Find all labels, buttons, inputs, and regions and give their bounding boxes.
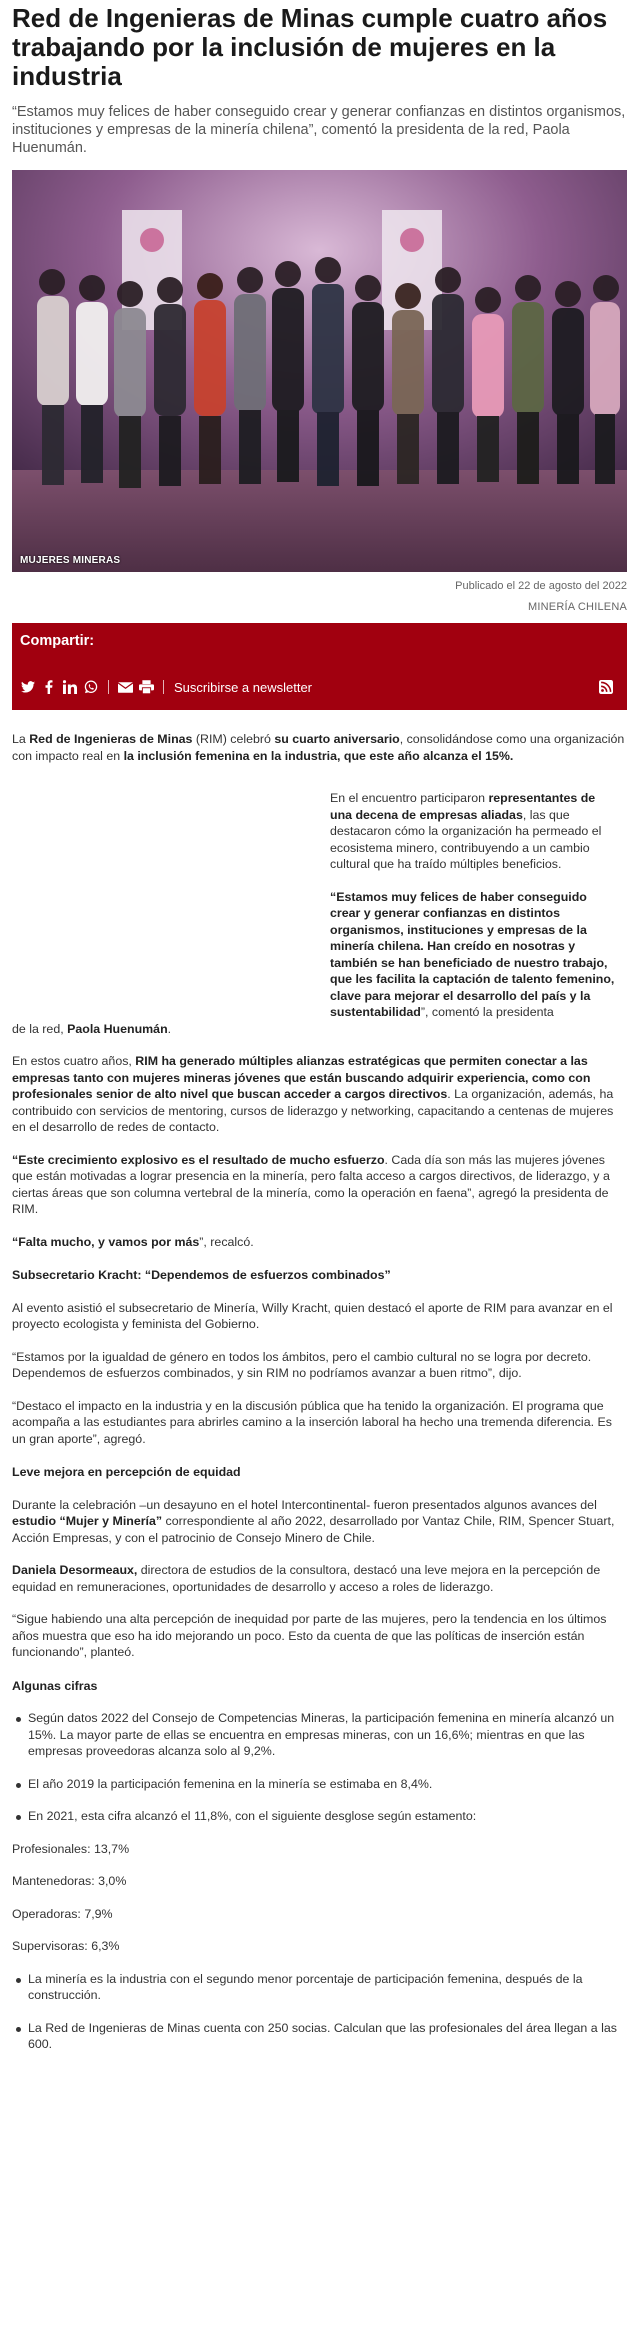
paragraph-quote-tail: de la red, Paola Huenumán. [12, 1021, 172, 1036]
estamento-item: Operadoras: 7,9% [12, 1906, 113, 1921]
publish-date: Publicado el 22 de agosto del 2022 [455, 580, 627, 592]
estamento-item: Supervisoras: 6,3% [12, 1939, 120, 1953]
share-divider [163, 680, 164, 694]
article-photo[interactable] [12, 170, 627, 572]
list-item: El año 2019 la participación femenina en la minería se estimaba en 8,4%. [12, 1776, 627, 1793]
article-body [12, 731, 627, 2053]
estamento-item: Mantenedoras: 3,0% [12, 1874, 127, 1888]
paragraph-desormeaux: Daniela Desormeaux, directora de estudios de la consultora, destacó una leve mejora en la percepción de equidad en remuneraciones, oportunidades de desarrollo y acceso a roles de liderazgo. [12, 1563, 601, 1594]
newsletter-link[interactable]: Suscribirse a newsletter [174, 679, 312, 695]
paragraph-percepcion: “Sigue habiendo una alta percepción de inequidad por parte de las mujeres, pero la tendencia en los últimos años muestra que eso ha ido mejorando un poco. Esto da cuenta de que las políticas de inserción están funcionando”, planteó. [12, 1612, 607, 1659]
paragraph-kracht: Al evento asistió el subsecretario de Minería, Willy Kracht, quien destacó el aporte de RIM para avanzar en el proyecto ecologista y feminista del Gobierno. [12, 1300, 613, 1331]
subheading-cifras: Algunas cifras [12, 1678, 98, 1693]
list-item: La Red de Ingenieras de Minas cuenta con 250 socias. Calculan que las profesionales del área llegan a las 600. [12, 2020, 627, 2053]
cifras-list [12, 1710, 627, 1825]
cifras-list-2 [12, 1971, 627, 2053]
paragraph-participants: En el encuentro participaron representantes de una decena de empresas aliadas, las que destacaron cómo la organización ha permeado el ecosistema minero, contribuyendo a un cambio cultural que ha traído múltiples beneficios. [330, 791, 602, 871]
paragraph-kracht-impact: “Destaco el impacto en la industria y en la discusión pública que ha tenido la organización. El programa que acompaña a las estudiantes para abrirles camino a la inserción laboral ha hecho una tremenda diferencia. Es un gran aporte”, agregó. [12, 1398, 612, 1446]
facebook-icon[interactable] [41, 679, 57, 695]
paragraph-quote-president: “Estamos muy felices de haber conseguido crear y generar confianzas en distintos organismos, instituciones y empresas de la minería chilena. Han creído en nosotras y también se han beneficiado de nuestro trabajo, que les facilita la captación de talento femenino, clave para mejorar el desarrollo del país y la sustentabilidad”, comentó la presidenta [330, 889, 615, 1019]
email-icon[interactable] [117, 679, 133, 695]
share-bar [12, 623, 627, 710]
whatsapp-icon[interactable] [83, 679, 99, 695]
article-lead: “Estamos muy felices de haber conseguido crear y generar confianzas en distintos organismos, instituciones y empresas de la minería chilena”, comentó la presidenta de la red, Paola Huenumán. [12, 104, 626, 156]
paragraph-estudio: Durante la celebración –un desayuno en el hotel Intercontinental- fueron presentados algunos avances del estudio “Mujer y Minería” correspondiente al año 2022, desarrollado por Vantaz Chile, RIM, Spencer Stuart, Acción Empresas, y con el patrocinio de Consejo Minero de Chile. [12, 1497, 615, 1545]
paragraph-kracht-quote: “Estamos por la igualdad de género en todos los ámbitos, pero el cambio cultural no se logra por decreto. Dependemos de esfuerzos combinados, y sin RIM no podríamos avanzar a buen ritmo”, dijo. [12, 1349, 592, 1380]
twitter-icon[interactable] [20, 679, 36, 695]
share-title: Compartir: [20, 633, 95, 649]
group-photo-illustration [12, 170, 627, 572]
estamento-breakdown [12, 1841, 627, 1955]
share-links [20, 679, 619, 695]
paragraph-alliances: En estos cuatro años, RIM ha generado múltiples alianzas estratégicas que permiten conectar a las empresas tanto con mujeres mineras jóvenes que están buscando adquirir experiencia, como con profesionales senior de alto nivel que buscan acceder a cargos directivos. La organización, además, ha contribuido con servicios de mentoring, cursos de liderazgo y networking, capacitando a centenas de mujeres en el desarrollo de redes de contacto. [12, 1054, 614, 1134]
list-item: La minería es la industria con el segundo menor porcentaje de participación femenina, después de la construcción. [12, 1971, 627, 2004]
list-item: En 2021, esta cifra alcanzó el 11,8%, con el siguiente desglose según estamento: [12, 1808, 627, 1825]
list-item: Según datos 2022 del Consejo de Competencias Mineras, la participación femenina en minería alcanzó un 15%. La mayor parte de ellas se encuentra en empresas mineras, con un 16,6%; mientras en que las empresas proveedoras alcanza solo al 9,2%. [12, 1710, 627, 1760]
side-column [330, 790, 620, 1021]
subheading-equidad: Leve mejora en percepción de equidad [12, 1465, 241, 1479]
source-label[interactable]: MINERÍA CHILENA [528, 601, 627, 613]
photo-caption: MUJERES MINERAS [20, 555, 121, 566]
estamento-item: Profesionales: 13,7% [12, 1841, 130, 1856]
print-icon[interactable] [138, 679, 154, 695]
article-title: Red de Ingenieras de Minas cumple cuatro años trabajando por la inclusión de mujeres en la industria [12, 3, 608, 91]
paragraph-intro: La Red de Ingenieras de Minas (RIM) celebró su cuarto aniversario, consolidándose como una organización con impacto real en la inclusión femenina en la industria, que este año alcanza el 15%. [12, 732, 625, 763]
rss-icon[interactable] [598, 679, 614, 695]
share-divider [108, 680, 109, 694]
linkedin-icon[interactable] [62, 679, 78, 695]
paragraph-falta-mucho: “Falta mucho, y vamos por más”, recalcó. [12, 1234, 254, 1249]
paragraph-growth: “Este crecimiento explosivo es el resultado de mucho esfuerzo. Cada día son más las mujeres jóvenes que están motivadas a lograr presencia en la minería, pero falta acceso a cargos directivos, de liderazgo, y a ciertas áreas que son columna vertebral de la minería, como la operación en faena”, agregó la presidenta de RIM. [12, 1152, 610, 1216]
subheading-kracht: Subsecretario Kracht: “Dependemos de esfuerzos combinados” [12, 1268, 391, 1282]
